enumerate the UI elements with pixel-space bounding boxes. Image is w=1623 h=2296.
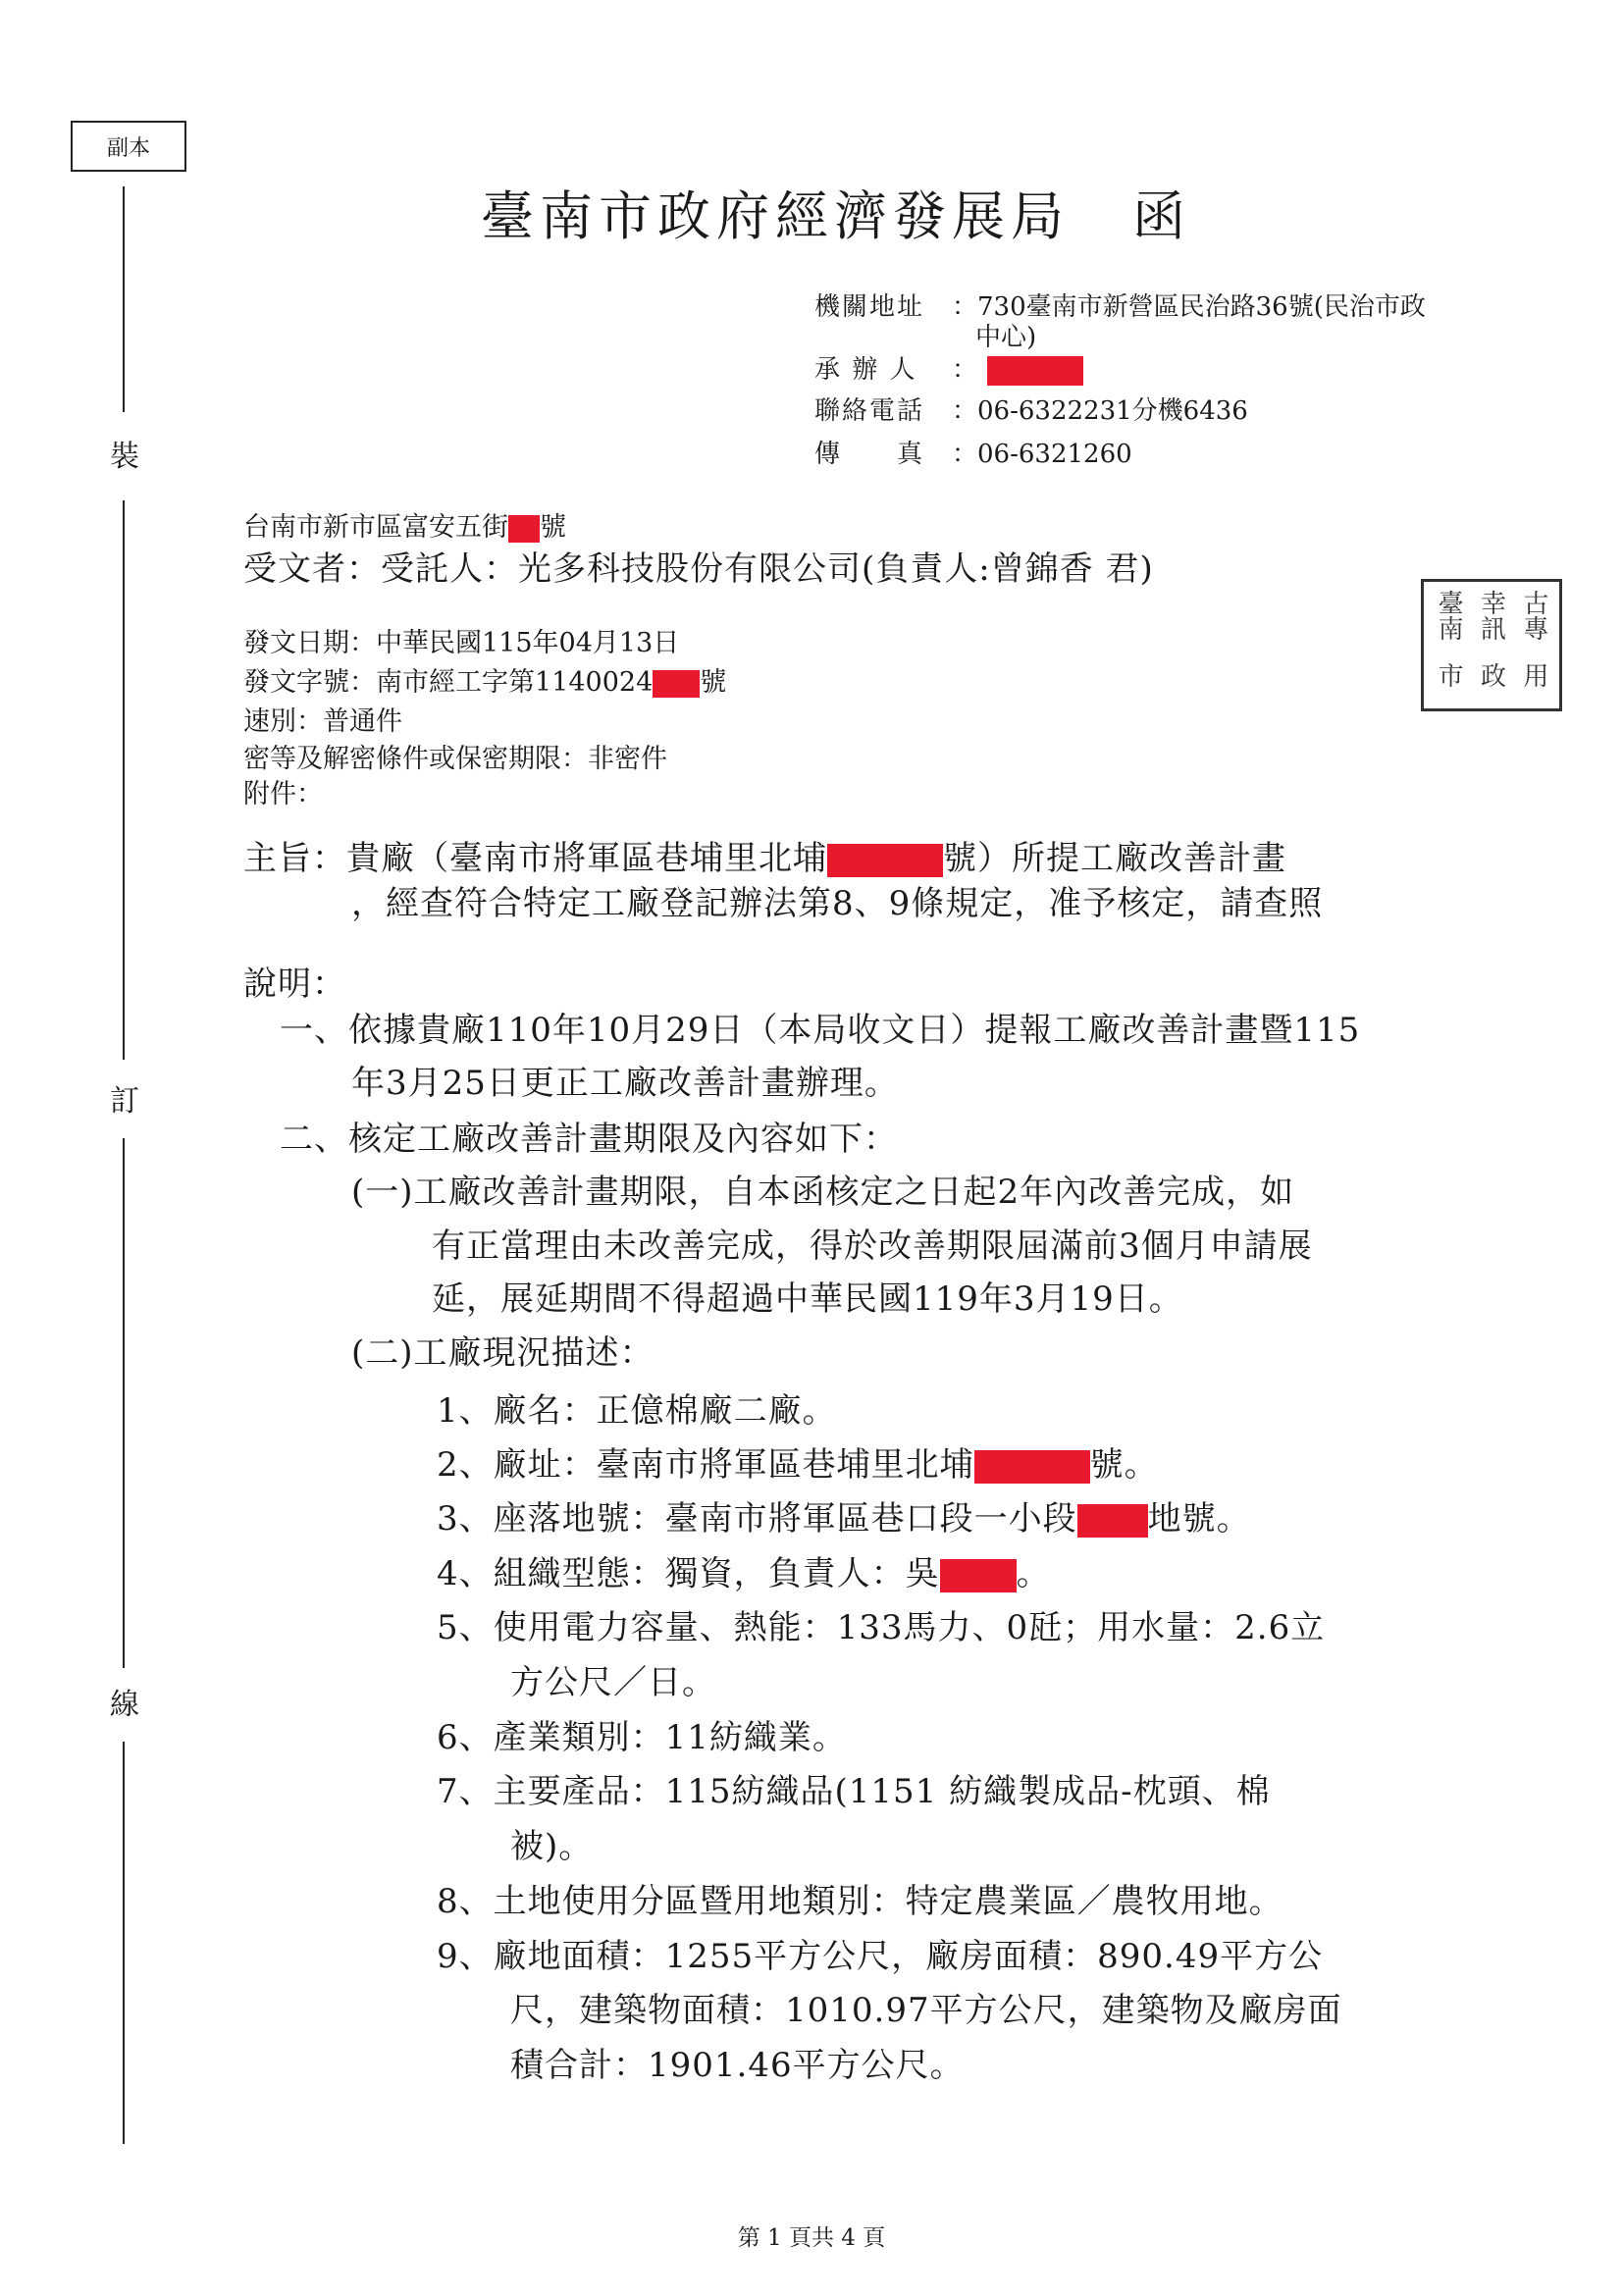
sub-item-1: (一)工廠改善計畫期限，自本函核定之日起2年內改善完成，如	[351, 1173, 1295, 1212]
binding-line-segment	[123, 1138, 125, 1668]
seal-char: 臺南	[1434, 590, 1464, 642]
phone-value: 06-6322231分機6436	[977, 396, 1248, 426]
page-number: 第 1 頁共 4 頁	[737, 2225, 886, 2251]
detail-item-8: 8、土地使用分區暨用地類別：特定農業區／農牧用地。	[437, 1882, 1283, 1921]
binding-line-segment	[123, 1742, 125, 2144]
detail-item-9: 9、廠地面積：1255平方公尺，廠房面積：890.49平方公	[437, 1937, 1324, 1976]
fax-value: 06-6321260	[977, 440, 1132, 469]
handler-label: 承 辦 人	[814, 355, 917, 385]
official-seal	[1421, 579, 1562, 711]
detail-item-9-cont: 尺，建築物面積：1010.97平方公尺，建築物及廠房面	[510, 1991, 1342, 2030]
detail-item-4	[437, 1546, 1051, 1594]
sender-handler: 承 辦 人 ：	[814, 349, 1083, 386]
detail-text: 4、組織型態：獨資，負責人：吳	[437, 1554, 940, 1593]
seal-char: 市	[1434, 661, 1464, 688]
sub-item-2: (二)工廠現況描述：	[351, 1333, 654, 1373]
document-type: 函	[1132, 185, 1191, 247]
binding-char-xian: 線	[110, 1688, 139, 1722]
issue-number-text: 發文字號：南市經工字第1140024	[243, 667, 654, 698]
redaction-box	[974, 1450, 1090, 1484]
binding-line-segment	[123, 186, 125, 412]
attachment: 附件：	[243, 779, 323, 809]
explanation-item-1: 一、依據貴廠110年10月29日（本局收文日）提報工廠改善計畫暨115	[280, 1011, 1361, 1050]
explanation-item-2: 二、核定工廠改善計畫期限及內容如下：	[280, 1120, 898, 1159]
issue-number	[243, 660, 726, 699]
detail-text-cont: 地號。	[1147, 1499, 1251, 1539]
agency-name: 臺南市政府經濟發展局	[481, 185, 1070, 247]
detail-item-7-cont: 被)。	[510, 1827, 594, 1866]
recipient-line: 受文者：受託人：光多科技股份有限公司(負責人:曾錦香 君)	[243, 549, 1154, 589]
sender-address-cont: 中心)	[975, 323, 1037, 352]
fax-label: 傳 真	[814, 440, 925, 469]
detail-text: 3、座落地號：臺南市將軍區巷口段一小段	[437, 1499, 1077, 1539]
recipient-address	[243, 505, 566, 544]
address-label: 機關地址	[814, 292, 925, 322]
redaction-box	[827, 844, 943, 877]
delivery-speed: 速別：普通件	[243, 706, 402, 737]
recipient-address-suffix: 號	[540, 512, 566, 543]
detail-text-cont: 號。	[1089, 1445, 1159, 1485]
redaction-box	[508, 515, 540, 543]
binding-char-zhuang: 裝	[110, 440, 139, 474]
detail-item-2	[437, 1437, 1159, 1486]
sender-address: 機關地址 ：730臺南市新營區民治路36號(民治市政	[814, 287, 1426, 323]
seal-char: 幸訊	[1476, 590, 1506, 642]
secrecy-level: 密等及解密條件或保密期限：非密件	[243, 744, 667, 774]
subject-line-2: ，經查符合特定工廠登記辦法第8、9條規定，准予核定，請查照	[351, 884, 1324, 923]
detail-item-1: 1、廠名：正億棉廠二廠。	[437, 1391, 837, 1431]
detail-item-9-cont: 積合計：1901.46平方公尺。	[510, 2046, 965, 2085]
sender-phone: 聯絡電話 ：06-6322231分機6436	[814, 391, 1248, 427]
document-title	[481, 175, 1191, 250]
subject-text-cont: 號）所提工廠改善計畫	[943, 839, 1286, 878]
detail-text: 2、廠址：臺南市將軍區巷埔里北埔	[437, 1445, 974, 1485]
explanation-item-1-cont: 年3月25日更正工廠改善計畫辦理。	[351, 1064, 899, 1103]
binding-line-segment	[123, 500, 125, 1060]
subject-text: 主旨：貴廠（臺南市將軍區巷埔里北埔	[243, 839, 827, 878]
detail-item-7: 7、主要產品：115紡織品(1151 紡織製成品-枕頭、棉	[437, 1772, 1271, 1811]
subject-line-1	[243, 831, 1286, 879]
redaction-box	[940, 1559, 1017, 1592]
phone-label: 聯絡電話	[814, 396, 925, 426]
explanation-heading: 說明：	[243, 965, 346, 1004]
redaction-box	[987, 356, 1083, 386]
detail-item-6: 6、產業類別：11紡織業。	[437, 1718, 847, 1757]
redaction-box	[1077, 1504, 1148, 1538]
detail-text-cont: 。	[1016, 1554, 1051, 1593]
seal-char: 政	[1476, 661, 1506, 688]
issue-date: 發文日期：中華民國115年04月13日	[243, 628, 680, 658]
binding-char-ding: 訂	[110, 1084, 139, 1119]
sub-item-1-cont: 延，展延期間不得超過中華民國119年3月19日。	[432, 1279, 1183, 1319]
sub-item-1-cont: 有正當理由未改善完成，得於改善期限屆滿前3個月申請展	[432, 1226, 1313, 1266]
detail-item-5-cont: 方公尺／日。	[510, 1663, 716, 1702]
seal-char: 用	[1518, 661, 1548, 688]
detail-item-5: 5、使用電力容量、熱能：133馬力、0瓩；用水量：2.6立	[437, 1608, 1326, 1647]
redaction-box	[653, 670, 700, 698]
copy-label: 副本	[71, 121, 186, 172]
issue-number-suffix: 號	[700, 667, 727, 698]
seal-char: 古專	[1518, 590, 1548, 642]
sender-fax: 傳 真 ：06-6321260	[814, 434, 1132, 470]
recipient-address-text: 台南市新市區富安五街	[243, 512, 508, 543]
address-value: 730臺南市新營區民治路36號(民治市政	[977, 292, 1426, 322]
detail-item-3	[437, 1491, 1251, 1539]
